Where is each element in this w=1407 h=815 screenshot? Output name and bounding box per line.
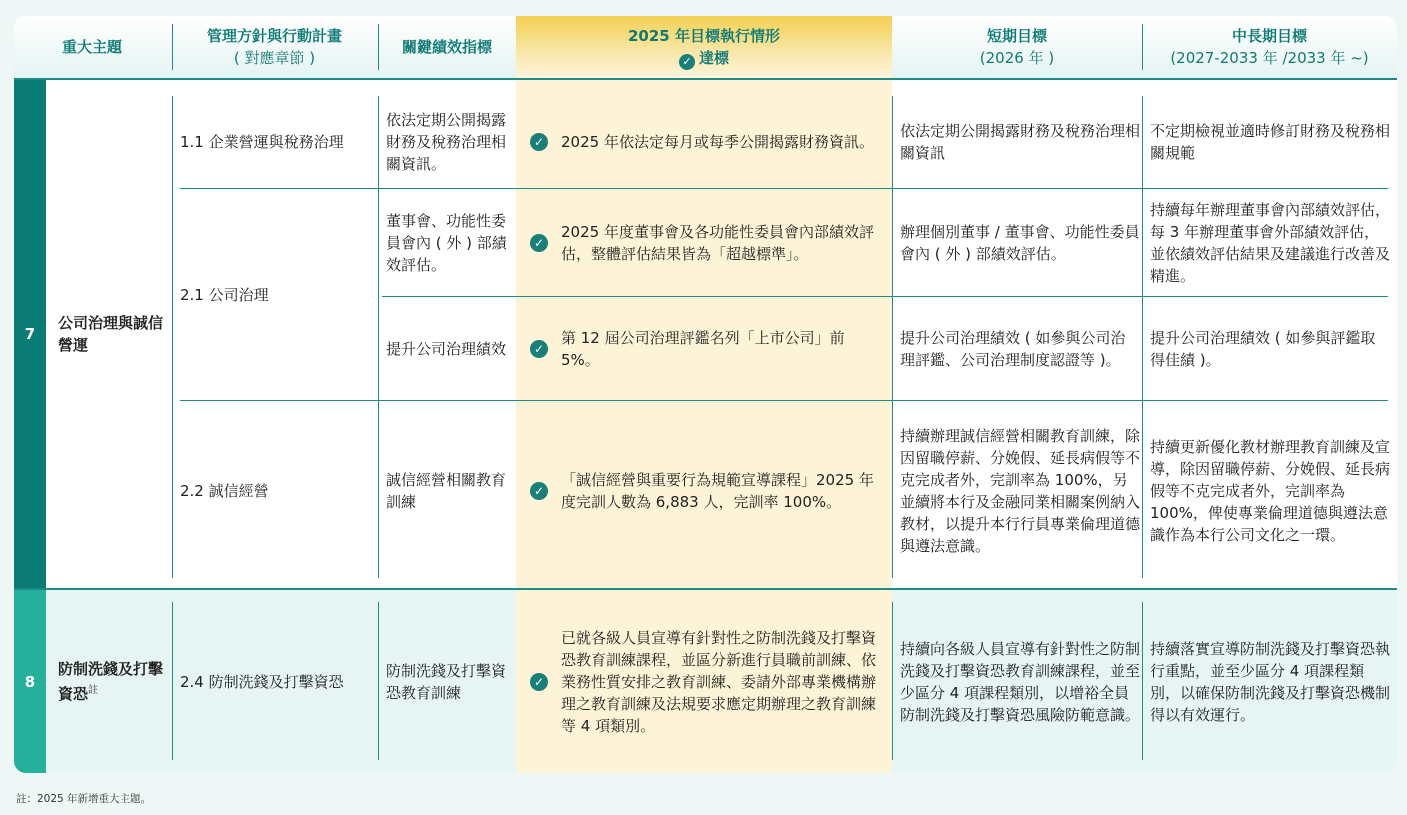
kpi-cell — [386, 402, 516, 580]
column-divider — [378, 96, 379, 578]
goals-table — [14, 16, 1397, 773]
header-mid — [1142, 16, 1397, 78]
check-circle-icon: ✓ — [679, 54, 695, 70]
mid-term-label: 持續每年辦理董事會內部績效評估，每 3 年辦理董事會外部績效評估，並依績效評估結果及建議進行改善及精進。 — [1150, 201, 1391, 285]
column-divider — [1142, 602, 1143, 760]
column-divider — [892, 602, 893, 760]
status-label: 「誠信經營與重要行為規範宣導課程」2025 年度完訓人數為 6,883 人，完訓率 100%。 — [561, 471, 874, 511]
section-theme-label: 防制洗錢及打擊資恐 — [58, 660, 164, 703]
header-target — [516, 16, 892, 78]
mid-term-cell — [1150, 96, 1390, 188]
column-divider — [1142, 96, 1143, 578]
section-theme-label: 公司治理與誠信營運 — [58, 314, 164, 354]
policy-cell — [180, 96, 378, 188]
kpi-cell — [386, 190, 516, 296]
status-cell — [516, 402, 892, 580]
short-term-cell — [900, 590, 1140, 773]
section-number-label: 8 — [24, 672, 36, 691]
row-divider — [382, 296, 1388, 297]
policy-label: 1.1 企業營運與稅務治理 — [180, 133, 344, 151]
short-term-label: 提升公司治理績效 ( 如參與公司治理評鑑、公司治理制度認證等 )。 — [900, 329, 1126, 369]
status-label: 第 12 屆公司治理評鑑名列「上市公司」前 5%。 — [561, 329, 845, 369]
check-circle-icon: ✓ — [530, 673, 548, 691]
header-target-sub: 達標 — [698, 48, 729, 67]
mid-term-label: 不定期檢視並適時修訂財務及稅務相關規範 — [1150, 122, 1391, 162]
mid-term-label: 持續更新優化教材辦理教育訓練及宣導，除因留職停薪、分娩假、延長病假等不克完成者外，完訓率為 100%，俾使專業倫理道德與遵法意識作為本行公司文化之一環。 — [1150, 438, 1391, 544]
header-mid-sub: (2027-2033 年 /2033 年 ~) — [1170, 49, 1369, 67]
header-policy-label: 管理方針與行動計畫 — [206, 27, 342, 45]
kpi-label: 董事會、功能性委員會內 ( 外 ) 部績效評估。 — [386, 212, 507, 274]
row-divider — [180, 188, 1388, 189]
kpi-label: 誠信經營相關教育訓練 — [386, 471, 507, 511]
short-term-label: 持續向各級人員宣導有針對性之防制洗錢及打擊資恐教育訓練課程，並至少區分 4 項課程類別，以增裕全員防制洗錢及打擊資恐風險防範意識。 — [900, 639, 1141, 724]
status-cell — [516, 96, 892, 188]
policy-cell — [180, 190, 378, 400]
short-term-label: 辦理個別董事 / 董事會、功能性委員會內 ( 外 ) 部績效評估。 — [900, 223, 1140, 263]
column-divider — [892, 96, 893, 578]
header-target-label: 2025 年目標執行情形 — [628, 26, 780, 45]
mid-term-cell — [1150, 298, 1390, 400]
mid-term-cell — [1150, 402, 1390, 580]
header-kpi-label: 關鍵績效指標 — [401, 38, 492, 56]
section-theme — [46, 590, 170, 773]
check-circle-icon: ✓ — [530, 133, 548, 151]
section-number-label: 7 — [24, 325, 36, 343]
status-label: 已就各級人員宣導有針對性之防制洗錢及打擊資恐教育訓練課程，並區分新進行員職前訓練、依業務性質安排之教育訓練、委請外部專業機構辦理之教育訓練及法規要求應定期辦理之教育訓練等 4 項類別。 — [561, 628, 877, 735]
header-short-label: 短期目標 — [986, 27, 1047, 45]
short-term-cell — [900, 298, 1140, 400]
policy-label: 2.2 誠信經營 — [180, 482, 269, 500]
kpi-label: 防制洗錢及打擊資恐教育訓練 — [386, 661, 507, 702]
row-divider — [180, 400, 1388, 401]
header-policy-sub: ( 對應章節 ) — [233, 49, 316, 67]
header-mid-label: 中長期目標 — [1231, 27, 1307, 45]
policy-cell — [180, 402, 378, 580]
check-circle-icon: ✓ — [530, 234, 548, 252]
header-policy — [172, 16, 377, 78]
mid-term-label: 持續落實宣導防制洗錢及打擊資恐執行重點，並至少區分 4 項課程類別，以確保防制洗錢及打擊資恐機制得以有效運行。 — [1150, 639, 1391, 724]
kpi-cell — [386, 298, 516, 400]
mid-term-label: 提升公司治理績效 ( 如參與評鑑取得佳績 )。 — [1150, 329, 1376, 369]
status-label: 2025 年依法定每月或每季公開揭露財務資訊。 — [561, 133, 874, 151]
header-kpi — [378, 16, 516, 78]
kpi-label: 提升公司治理績效 — [386, 340, 507, 358]
check-circle-icon: ✓ — [530, 482, 548, 500]
mid-term-cell — [1150, 590, 1390, 773]
status-label: 2025 年度董事會及各功能性委員會內部績效評估，整體評估結果皆為「超越標準」。 — [561, 223, 874, 263]
status-cell — [516, 190, 892, 296]
check-circle-icon: ✓ — [530, 340, 548, 358]
header-theme-label: 重大主題 — [61, 38, 122, 56]
kpi-cell — [386, 590, 516, 773]
status-cell — [516, 590, 892, 773]
policy-label: 2.4 防制洗錢及打擊資恐 — [180, 672, 344, 691]
short-term-label: 依法定期公開揭露財務及稅務治理相關資訊 — [900, 122, 1141, 162]
short-term-cell — [900, 96, 1140, 188]
short-term-cell — [900, 402, 1140, 580]
header-short-sub: (2026 年 ) — [979, 49, 1055, 67]
section-theme — [46, 80, 170, 588]
section-number — [14, 80, 46, 588]
header-theme — [14, 16, 170, 78]
policy-cell — [180, 590, 378, 773]
column-divider — [378, 602, 379, 760]
kpi-label: 依法定期公開揭露財務及稅務治理相關資訊。 — [386, 111, 507, 173]
section-number — [14, 590, 46, 773]
column-divider — [172, 602, 173, 760]
footnote-marker: 註 — [88, 685, 99, 696]
short-term-label: 持續辦理誠信經營相關教育訓練，除因留職停薪、分娩假、延長病假等不克完成者外，完訓率為 100%，另並續將本行及金融同業相關案例納入教材，以提升本行行員專業倫理道德與遵法意識。 — [900, 427, 1141, 555]
header-short — [892, 16, 1142, 78]
column-divider — [172, 96, 173, 578]
footnote: 註：2025 年新增重大主題。 — [16, 793, 152, 805]
kpi-cell — [386, 96, 516, 188]
mid-term-cell — [1150, 190, 1394, 296]
short-term-cell — [900, 190, 1140, 296]
status-cell — [516, 298, 892, 400]
policy-label: 2.1 公司治理 — [180, 286, 269, 304]
